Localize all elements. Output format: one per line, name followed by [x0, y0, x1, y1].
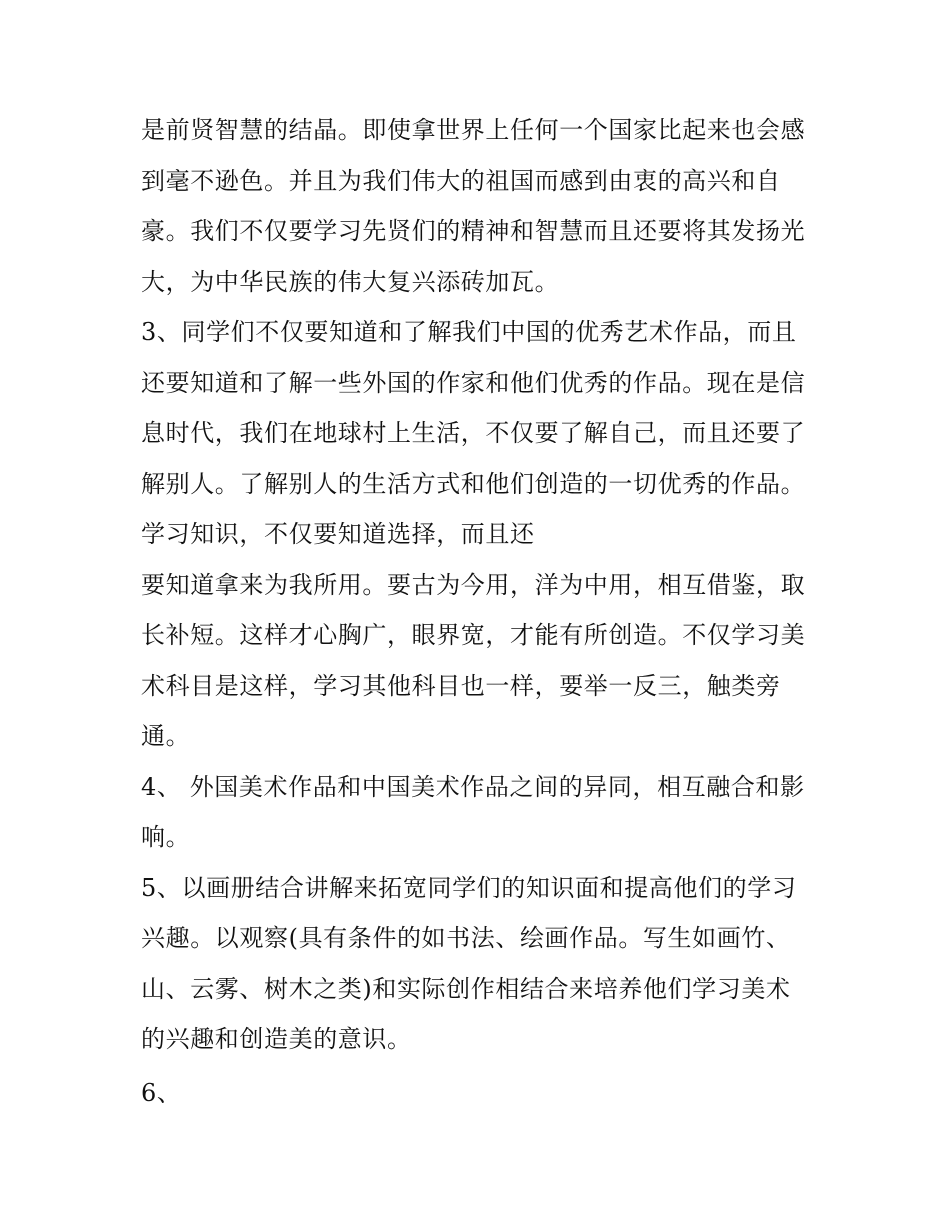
- text-line-7: 息时代，我们在地球村上生活，不仅要了解自己，而且还要了: [141, 419, 806, 447]
- text-line-14: 4、 外国美术作品和中国美术作品之间的异同，相互融合和影: [141, 773, 805, 801]
- text-line-6: 还要知道和了解一些外国的作家和他们优秀的作品。现在是信: [141, 369, 806, 397]
- text-line-3: 豪。我们不仅要学习先贤们的精神和智慧而且还要将其发扬光: [141, 217, 806, 245]
- text-line-16: 5、以画册结合讲解来拓宽同学们的知识面和提高他们的学习: [141, 874, 797, 902]
- text-line-8: 解别人。了解别人的生活方式和他们创造的一切优秀的作品。: [141, 470, 806, 498]
- text-line-4: 大，为中华民族的伟大复兴添砖加瓦。: [141, 268, 560, 296]
- text-line-12: 术科目是这样，学习其他科目也一样，要举一反三，触类旁: [141, 672, 781, 700]
- text-line-18: 山、云雾、树木之类)和实际创作相结合来培养他们学习美术: [141, 975, 791, 1003]
- text-line-10: 要知道拿来为我所用。要古为今用，洋为中用，相互借鉴，取: [141, 571, 806, 599]
- text-line-19: 的兴趣和创造美的意识。: [141, 1025, 412, 1053]
- text-line-1: 是前贤智慧的结晶。即使拿世界上任何一个国家比起来也会感: [141, 116, 806, 144]
- text-line-5: 3、同学们不仅要知道和了解我们中国的优秀艺术作品，而且: [141, 318, 797, 346]
- text-line-9: 学习知识，不仅要知道选择，而且还: [141, 520, 535, 548]
- text-line-15: 响。: [141, 823, 191, 851]
- text-line-17: 兴趣。以观察(具有条件的如书法、绘画作品。写生如画竹、: [141, 924, 791, 952]
- text-line-13: 通。: [141, 722, 191, 750]
- text-line-20: 6、: [141, 1079, 182, 1107]
- text-line-2: 到毫不逊色。并且为我们伟大的祖国而感到由衷的高兴和自: [141, 167, 781, 195]
- text-line-11: 长补短。这样才心胸广，眼界宽，才能有所创造。不仅学习美: [141, 621, 806, 649]
